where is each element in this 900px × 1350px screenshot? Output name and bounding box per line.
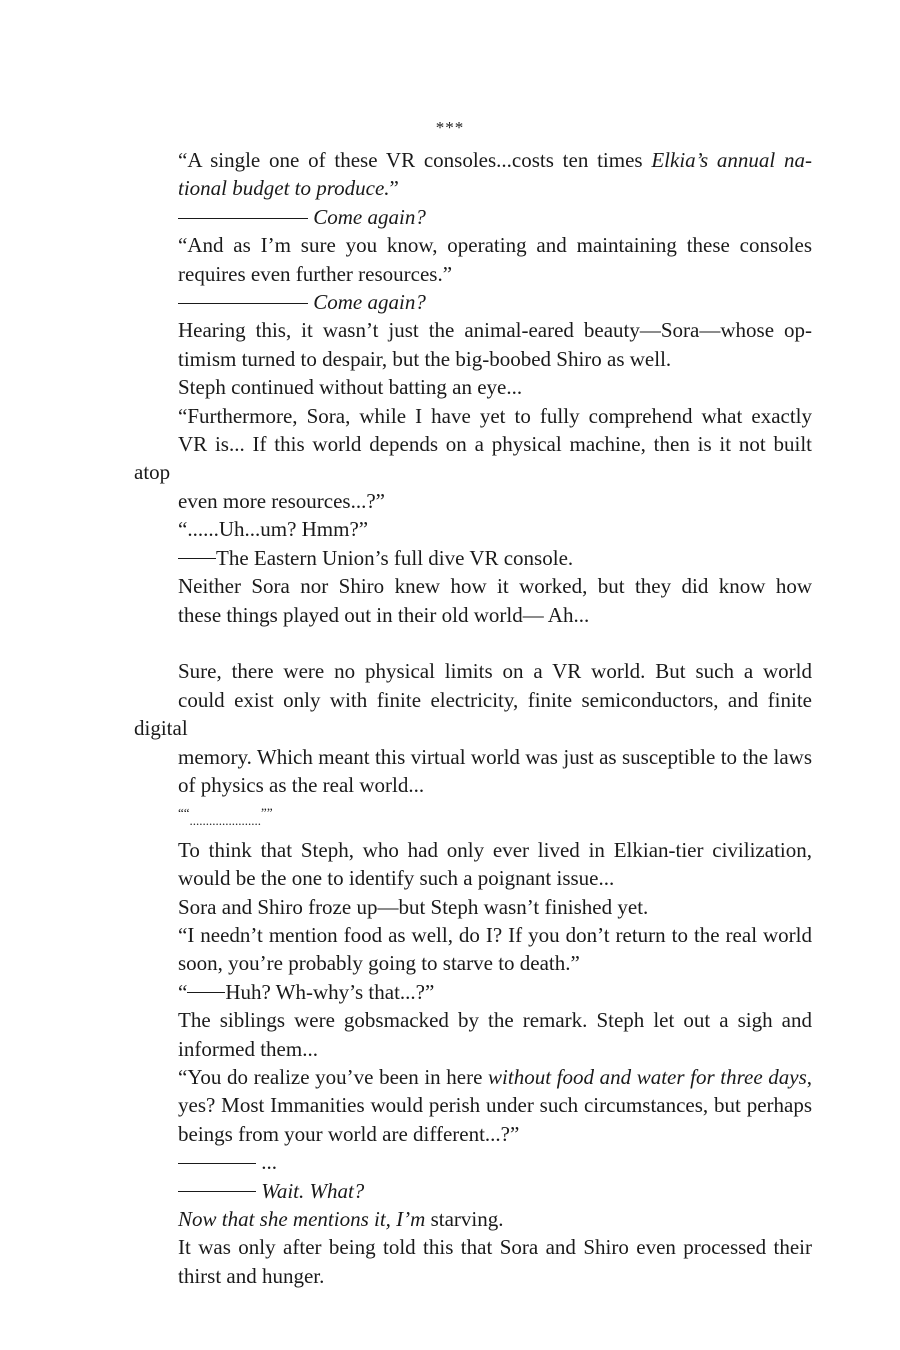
paragraph: Sora and Shiro froze up—but Steph wasn’t finished yet.: [178, 894, 649, 919]
paragraph: [134, 316, 812, 373]
text-line: “And as I’m sure you know, operating and maintaining these consoles: [178, 233, 812, 258]
em-dash-rule: [178, 303, 308, 304]
paragraph: [134, 572, 812, 629]
paragraph: The Eastern Union’s full dive VR console.: [134, 544, 812, 572]
text-line: could exist only with finite electricity, finite semiconductors, and finite digital: [134, 687, 812, 741]
paragraph: Steph continued without batting an eye...: [178, 375, 523, 400]
paragraph: [134, 1233, 812, 1290]
paragraph: [134, 657, 812, 799]
text-line: yes? Most Immanities would perish under such circumstances, but perhaps: [178, 1093, 812, 1118]
text-line: memory. Which meant this virtual world was just as susceptible to the laws: [178, 744, 812, 769]
paragraph: Come again?: [134, 288, 812, 316]
text-line: timism turned to despair, but the big-boobed Shiro as well.: [178, 346, 672, 371]
paragraph: Wait. What?: [134, 1177, 812, 1205]
em-dash-rule: [178, 1163, 256, 1164]
text-line: these things played out in their old world— Ah...: [178, 602, 590, 627]
text-line: would be the one to identify such a poignant issue...: [178, 866, 615, 891]
text-line: soon, you’re probably going to starve to death.”: [178, 951, 580, 976]
text-line: To think that Steph, who had only ever lived in Elkian-tier civilization,: [178, 837, 812, 862]
paragraph: ...: [134, 1148, 812, 1176]
em-dash-rule: [178, 1191, 256, 1192]
paragraph: [134, 836, 812, 893]
text-line: “A single one of these VR consoles...costs ten times Elkia’s annual na-: [178, 148, 812, 172]
text-line: tional budget to produce.”: [178, 176, 399, 201]
blank-line: [134, 629, 812, 657]
paragraph: [134, 402, 812, 516]
text-line: “Furthermore, Sora, while I have yet to fully comprehend what exactly: [178, 403, 812, 428]
text-line: “I needn’t mention food as well, do I? If you don’t return to the real world: [178, 922, 812, 947]
text-line: beings from your world are different...?”: [178, 1121, 520, 1146]
em-dash-rule: [178, 218, 308, 219]
paragraph: [134, 146, 812, 203]
text-line: Hearing this, it wasn’t just the animal-eared beauty—Sora—whose op-: [178, 318, 812, 343]
paragraph: [134, 921, 812, 978]
em-dash-rule: [178, 558, 216, 559]
text-line: VR is... If this world depends on a physical machine, then is it not built atop: [134, 432, 812, 485]
page-body: [134, 146, 812, 1290]
text-line: of physics as the real world...: [178, 772, 425, 797]
text-line: “You do realize you’ve been in here without food and water for three days,: [178, 1064, 812, 1089]
paragraph: ““......................””: [178, 805, 273, 829]
paragraph: Come again?: [134, 203, 812, 231]
scene-separator: ***: [435, 118, 465, 137]
text-line: even more resources...?”: [178, 488, 385, 513]
text-line: Neither Sora nor Shiro knew how it worked, but they did know how: [178, 574, 812, 599]
paragraph: [134, 231, 812, 288]
paragraph: [134, 1006, 812, 1063]
text-line: The siblings were gobsmacked by the remark. Steph let out a sigh and: [178, 1008, 812, 1033]
text-line: informed them...: [178, 1036, 318, 1061]
em-dash-rule: [187, 992, 225, 993]
paragraph: Now that she mentions it, I’m starving.: [178, 1207, 504, 1232]
paragraph: “......Uh...um? Hmm?”: [178, 517, 369, 542]
paragraph: [134, 1063, 812, 1148]
text-line: requires even further resources.”: [178, 261, 453, 286]
text-line: thirst and hunger.: [178, 1263, 325, 1288]
paragraph: “ Huh? Wh-why’s that...?”: [178, 979, 435, 1004]
text-line: It was only after being told this that Sora and Shiro even processed their: [178, 1235, 812, 1260]
text-line: Sure, there were no physical limits on a VR world. But such a world: [178, 659, 812, 684]
